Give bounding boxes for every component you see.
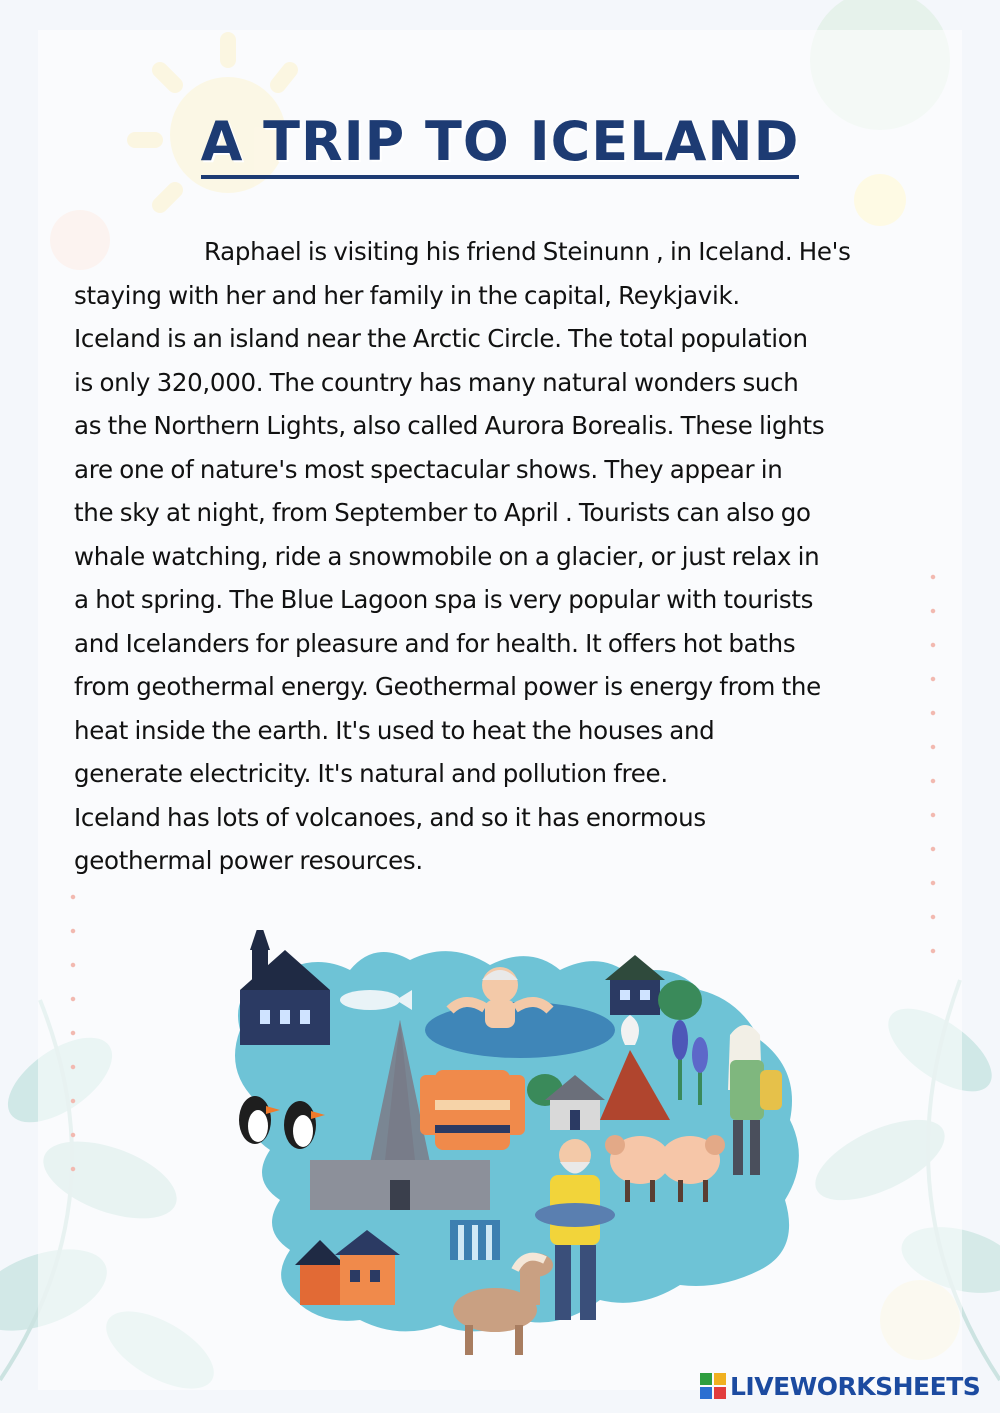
page-title	[0, 110, 1000, 179]
story-line: Iceland has lots of volcanoes, and so it has enormous	[74, 802, 706, 832]
story-line: is only 320,000. The country has many natural wonders such	[74, 367, 799, 397]
liveworksheets-brand	[700, 1370, 990, 1402]
page-title-text: A TRIP TO ICELAND	[201, 110, 800, 179]
story-line: Iceland is an island near the Arctic Circle. The total population	[74, 324, 808, 353]
brand-name: LIVEWORKSHEETS	[730, 1371, 981, 1401]
iceland-map-illustration	[200, 930, 820, 1360]
story-paragraph	[74, 230, 954, 883]
story-line: a hot spring. The Blue Lagoon spa is very popular with tourists	[74, 585, 814, 614]
story-line: the sky at night, from September to April . Tourists can also go	[74, 498, 811, 527]
story-line: generate electricity. It's natural and pollution free.	[74, 759, 668, 788]
story-line: are one of nature's most spectacular shows. They appear in	[74, 454, 783, 484]
sweater-icon	[420, 1070, 525, 1150]
liveworksheets-logo-icon	[700, 1373, 726, 1399]
story-line: from geothermal energy. Geothermal power is energy from the	[74, 672, 821, 701]
story-line: whale watching, ride a snowmobile on a glacier, or just relax in	[74, 541, 820, 571]
story-line: geothermal power resources.	[74, 846, 423, 875]
waterfall-icon	[450, 1220, 500, 1260]
story-line: and Icelanders for pleasure and for health. It offers hot baths	[74, 628, 796, 658]
story-line: as the Northern Lights, also called Aurora Borealis. These lights	[74, 411, 825, 440]
dotted-border-left	[70, 880, 76, 1180]
story-line: heat inside the earth. It's used to heat the houses and	[74, 715, 715, 745]
church-icon	[240, 930, 330, 1045]
house-icon	[605, 955, 702, 1020]
story-line: staying with her and her family in the capital, Reykjavik.	[74, 280, 740, 310]
story-line: Raphael is visiting his friend Steinunn , in Iceland. He's	[204, 237, 851, 266]
